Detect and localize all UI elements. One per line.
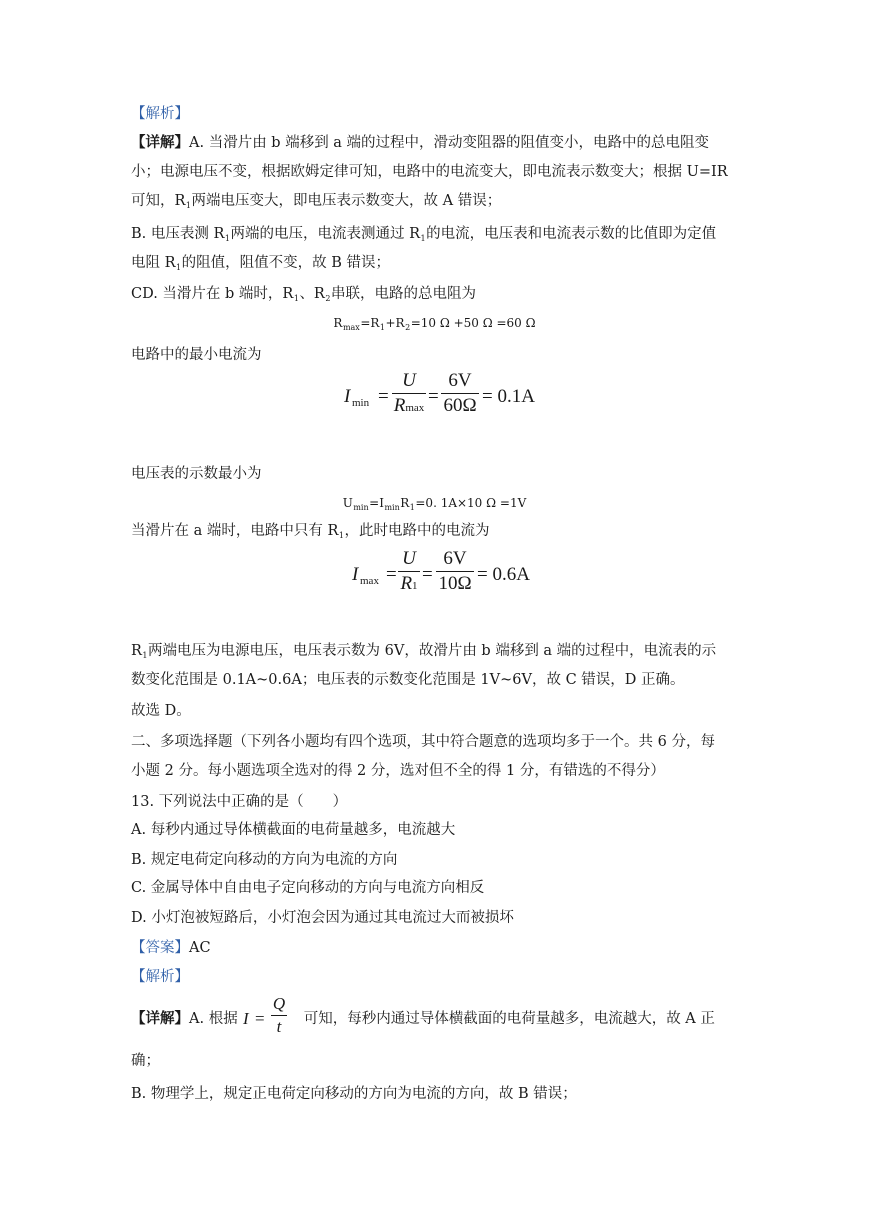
text-seg: R <box>131 643 142 659</box>
text-seg: 两端的电压，电流表测通过 R <box>230 226 421 242</box>
text-seg: 、R <box>299 286 325 302</box>
eq-result: = 0.6A <box>477 564 530 585</box>
eq-equals: = <box>422 564 433 585</box>
detail-label: 【详解】 <box>131 1010 189 1027</box>
text-seg: A. 根据 <box>189 1011 238 1027</box>
detail-b-line1 <box>131 224 716 244</box>
q13-option-c: C. 金属导体中自由电子定向移动的方向与电流方向相反 <box>131 880 485 896</box>
min-current-label: 电路中的最小电流为 <box>131 347 262 363</box>
fraction-numerator: U <box>402 370 416 391</box>
eq-symbol-I: I <box>344 386 351 407</box>
subscript: 1 <box>420 234 426 243</box>
imin-equation <box>344 370 544 430</box>
detail-b-line2 <box>131 253 390 273</box>
subscript: max <box>342 323 360 332</box>
subscript: 1 <box>185 201 192 210</box>
subscript: 1 <box>293 294 299 303</box>
answer-label: 【答案】 <box>131 940 189 956</box>
subscript: 1 <box>338 531 344 540</box>
eq-subscript: max <box>360 575 379 587</box>
q13-detail-a-line2: 确； <box>131 1053 160 1069</box>
text-seg: 的电流，电压表和电流表示数的比值即为定值 <box>426 226 717 242</box>
fraction-denominator: 10Ω <box>438 573 472 594</box>
detail-a-line1 <box>131 133 709 153</box>
fraction-numerator: 6V <box>443 548 467 569</box>
imax-equation <box>352 548 552 608</box>
q13-detail-a-line1 <box>131 1009 715 1029</box>
fraction-denominator <box>392 395 426 419</box>
detail-a-line3 <box>131 191 501 211</box>
fraction-bar <box>436 571 474 572</box>
analysis-label-1: 【解析】 <box>131 106 189 122</box>
subscript: max <box>405 402 425 414</box>
text-seg: R <box>393 395 406 416</box>
rmax-formula <box>0 315 869 331</box>
eq-equals: = <box>255 1009 265 1028</box>
subscript: 2 <box>405 323 411 332</box>
q13-option-a: A. 每秒内通过导体横截面的电荷量越多，电流越大 <box>131 822 456 838</box>
fraction-denominator: t <box>276 1017 282 1036</box>
detail-a-text: A. 当滑片由 b 端移到 a 端的过程中，滑动变阻器的阻值变小，电路中的总电阻变 <box>189 135 710 151</box>
fraction-denominator <box>398 573 420 597</box>
fraction-numerator: 6V <box>448 370 472 391</box>
r1-voltage-line2: 数变化范围是 0.1A~0.6A；电压表的示数变化范围是 1V~6V，故 C 错误，D 正确。 <box>131 672 685 688</box>
section2-heading-line2: 小题 2 分。每小题选项全选对的得 2 分，选对但不全的得 1 分，有错选的不得分） <box>131 763 665 779</box>
eq-symbol-I: I <box>243 1009 249 1028</box>
fraction-bar <box>392 393 426 394</box>
text-seg: =10 Ω +50 Ω =60 Ω <box>410 316 536 330</box>
fraction-bar <box>271 1015 287 1016</box>
r1-voltage-line1 <box>131 641 716 661</box>
text-seg: 两端电压为电源电压，电压表示数为 6V，故滑片由 b 端移到 a 端的过程中，电流表的示 <box>148 643 717 659</box>
text-seg: R <box>400 573 413 594</box>
detail-label: 【详解】 <box>131 134 189 151</box>
text-seg: 电阻 R <box>131 255 176 271</box>
text-seg: +R <box>385 316 405 330</box>
eq-result: = 0.1A <box>482 386 535 407</box>
eq-equals: = <box>378 386 389 407</box>
text-seg: CD. 当滑片在 b 端时，R <box>131 286 294 302</box>
umin-label: 电压表的示数最小为 <box>131 466 262 482</box>
subscript: 2 <box>325 294 331 303</box>
subscript: 1 <box>412 580 418 592</box>
text-seg: ，此时电路中的电流为 <box>344 523 490 539</box>
q13-stem: 13. 下列说法中正确的是（ ） <box>131 794 348 810</box>
text-seg: 两端电压变大，即电压表示数变大，故 A 错误； <box>191 193 502 209</box>
choose-d: 故选 D。 <box>131 703 191 719</box>
fraction-bar <box>441 393 479 394</box>
eq-equals: = <box>386 564 397 585</box>
fraction-6v-60ohm <box>441 370 479 417</box>
text-seg: U <box>342 496 353 510</box>
fraction-bar <box>398 571 420 572</box>
q13-answer <box>131 938 211 958</box>
text-seg: =R <box>360 316 380 330</box>
fraction-u-rmax <box>392 370 426 419</box>
analysis-label-2: 【解析】 <box>131 969 189 985</box>
text-seg: 的阻值，阻值不变，故 B 错误； <box>181 255 390 271</box>
subscript: min <box>384 503 400 512</box>
text-seg: R <box>400 496 410 510</box>
current-definition-formula <box>243 994 307 1044</box>
text-seg: 当滑片在 a 端时，电路中只有 R <box>131 523 339 539</box>
answer-value: AC <box>189 940 211 956</box>
subscript: 1 <box>409 503 415 512</box>
fraction-6v-10ohm <box>436 548 474 595</box>
subscript: 1 <box>379 323 385 332</box>
subscript: 1 <box>224 234 230 243</box>
q13-option-b: B. 规定电荷定向移动的方向为电流的方向 <box>131 852 398 868</box>
text-seg: =0. 1A×10 Ω =1V <box>415 496 527 510</box>
fraction-q-t <box>271 994 287 1037</box>
detail-cd-line1 <box>131 284 476 304</box>
text-seg: 串联，电路的总电阻为 <box>330 286 476 302</box>
fraction-numerator: U <box>402 548 416 569</box>
eq-subscript: min <box>352 397 370 409</box>
text-seg: =I <box>369 496 384 510</box>
text-seg: R <box>333 316 343 330</box>
subscript: min <box>353 503 369 512</box>
q13-option-d: D. 小灯泡被短路后，小灯泡会因为通过其电流过大而被损坏 <box>131 910 514 926</box>
fraction-numerator: Q <box>272 994 286 1013</box>
umin-formula <box>0 495 869 511</box>
eq-symbol-I: I <box>352 564 359 585</box>
a-end-line <box>131 521 489 541</box>
q13-detail-b-line: B. 物理学上，规定正电荷定向移动的方向为电流的方向，故 B 错误； <box>131 1086 577 1102</box>
subscript: 1 <box>176 263 182 272</box>
fraction-u-r1 <box>398 548 420 597</box>
eq-equals: = <box>428 386 439 407</box>
fraction-denominator: 60Ω <box>443 395 477 416</box>
text-seg: 可知，R <box>131 193 186 209</box>
subscript: 1 <box>142 651 148 660</box>
section2-heading-line1: 二、多项选择题（下列各小题均有四个选项，其中符合题意的选项均多于一个。共 6 分，每 <box>131 734 715 750</box>
text-seg: 可知，每秒内通过导体横截面的电荷量越多，电流越大，故 A 正 <box>303 1011 715 1027</box>
detail-a-line2: 小；电源电压不变，根据欧姆定律可知，电路中的电流变大，即电流表示数变大；根据 U=IR <box>131 164 728 180</box>
text-seg: B. 电压表测 R <box>131 226 225 242</box>
